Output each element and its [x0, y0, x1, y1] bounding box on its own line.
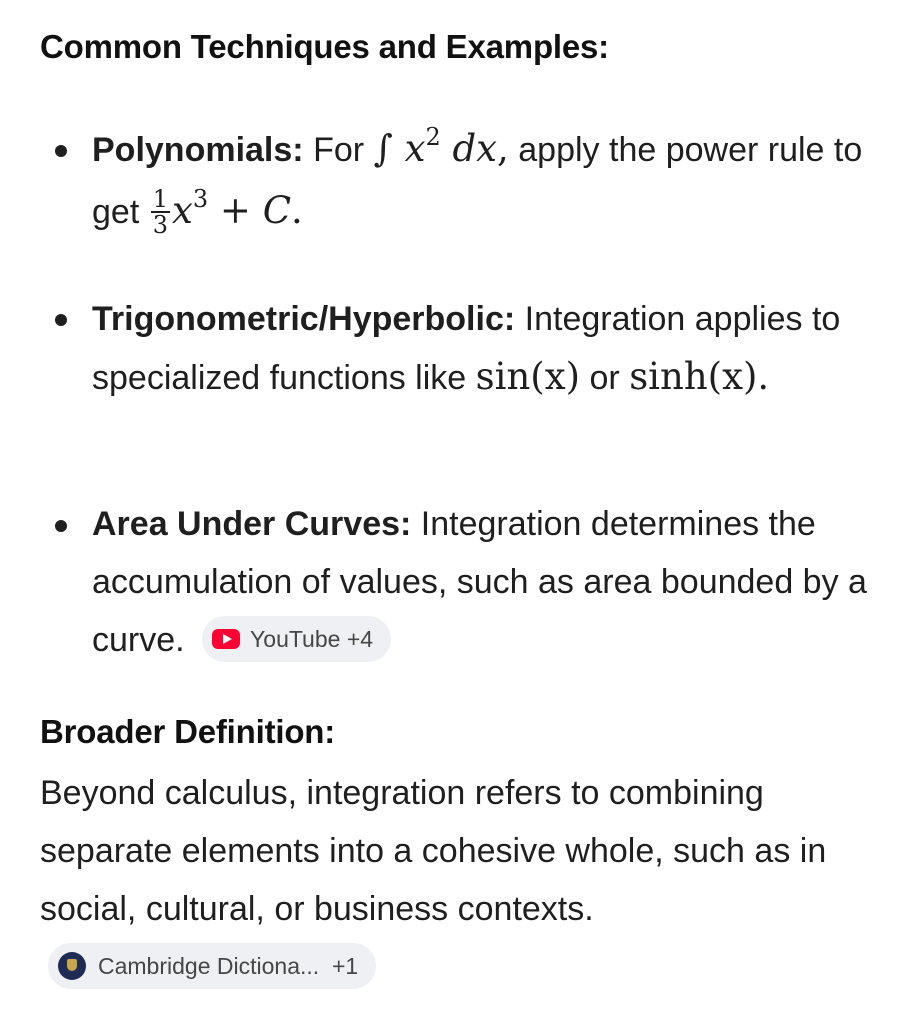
source-chip-cambridge[interactable] [48, 943, 376, 989]
math-exponent: 3 [192, 185, 209, 213]
list-item-area-under-curves [92, 495, 882, 669]
source-chip-youtube[interactable] [202, 616, 391, 662]
source-chip-label: Cambridge Dictiona... [98, 953, 320, 980]
math-period: . [291, 189, 303, 232]
math-sin: sin(x) [475, 355, 581, 398]
bullet-label: Area Under Curves: [92, 505, 412, 543]
list-item-polynomials [92, 120, 882, 244]
math-differential: dx [452, 127, 498, 170]
bullet-text: Integration applies to specialized functions like [92, 300, 841, 397]
cambridge-dictionary-icon [58, 952, 86, 980]
math-period: . [757, 355, 770, 398]
result-expression [149, 184, 303, 239]
bullet-text: apply the power rule to get [92, 131, 863, 231]
fraction [151, 184, 170, 239]
math-sinh: sinh(x) [629, 355, 758, 398]
math-variable: x [172, 189, 193, 232]
techniques-heading: Common Techniques and Examples: [40, 28, 609, 65]
bullet-dot [55, 314, 67, 326]
bullet-text: For [313, 131, 365, 169]
list-item-trigonometric [92, 290, 882, 407]
broader-definition-text [40, 764, 880, 996]
source-chip-label: YouTube +4 [250, 626, 374, 653]
integral-sign: ∫ [373, 127, 393, 170]
bullet-dot [55, 520, 67, 532]
source-chip-count: +1 [331, 953, 359, 980]
youtube-icon [212, 629, 240, 649]
broader-definition-heading: Broader Definition: [40, 713, 336, 750]
fraction-numerator: 1 [152, 184, 168, 213]
bullet-dot [55, 145, 67, 157]
math-plus: + [219, 189, 251, 232]
math-constant: C [262, 189, 292, 232]
fraction-denominator: 3 [152, 210, 168, 239]
bullet-label: Polynomials: [92, 131, 304, 169]
bullet-label: Trigonometric/Hyperbolic: [92, 300, 516, 338]
bullet-text: or [589, 359, 620, 397]
paragraph-text: Beyond calculus, integration refers to combining separate elements into a cohesive whole, such as in social, cultural, or business contexts. [40, 774, 827, 928]
integral-expression [373, 123, 509, 170]
math-variable: x [404, 127, 426, 170]
math-comma: , [497, 127, 509, 170]
bullet-text: Integration determines the accumulation of values, such as area bounded by a curve. [92, 505, 867, 659]
math-exponent: 2 [425, 123, 441, 151]
